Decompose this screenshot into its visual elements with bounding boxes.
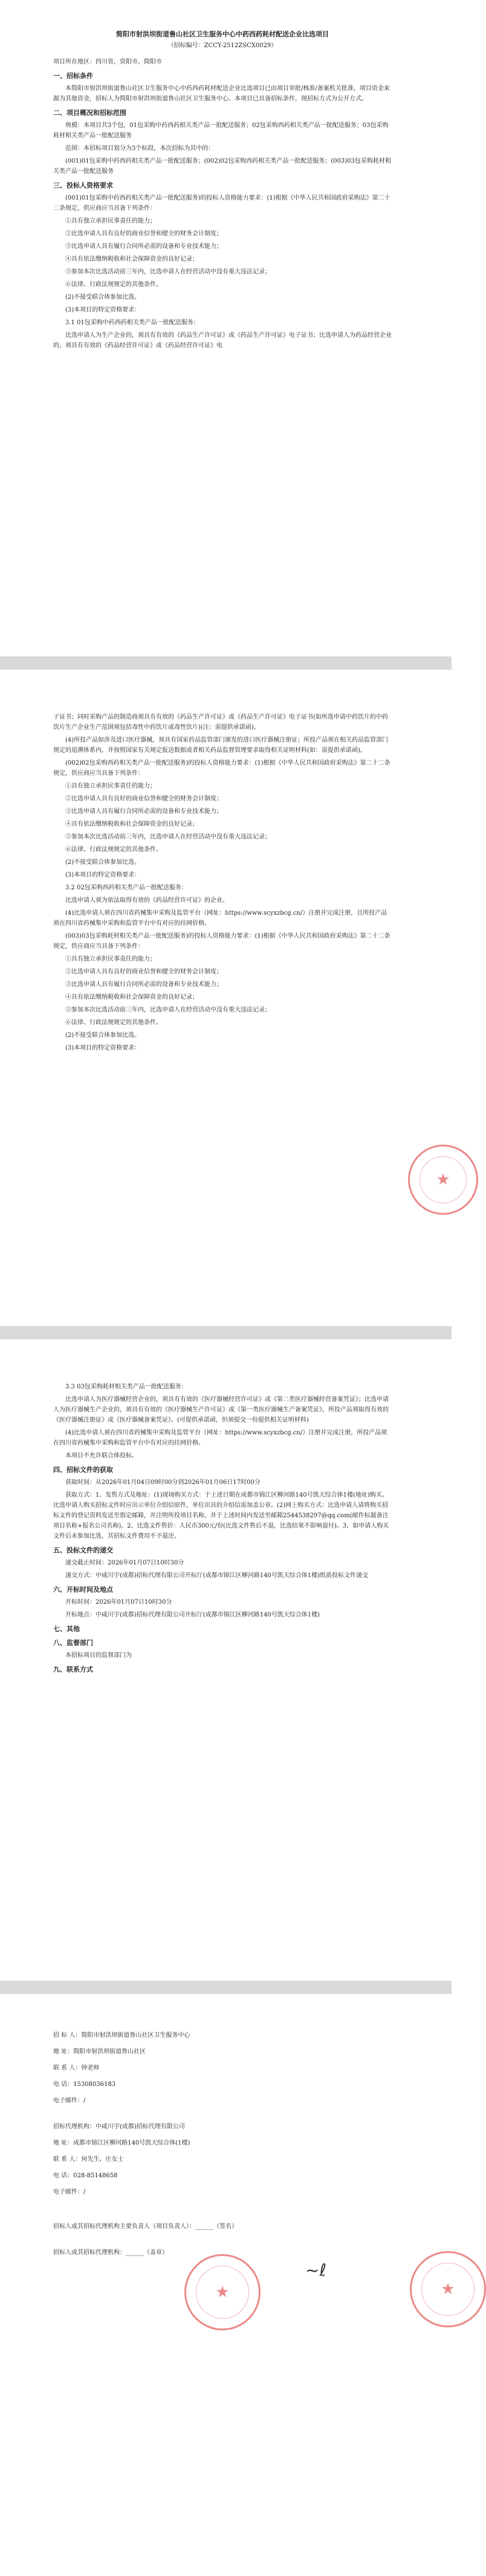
section-heading: 四、招标文件的获取 bbox=[53, 1466, 113, 1474]
signature-line: 招标人或其招标代理机构主要负责人（项目负责人）：______（签名） bbox=[53, 2223, 238, 2230]
section-heading: 八、监督部门 bbox=[53, 1639, 93, 1647]
section-heading: 九、联系方式 bbox=[53, 1666, 93, 1673]
paragraph: 比选申请人为医疗器械经营企业的，须具有有效的《医疗器械经营许可证》或《第二类医疗器械经营备案凭证》；比选申请人为医疗器械生产企业的，须具有有效的《医疗器械生产许可证》或《第一类医疗器械生产备案凭证》，所投产品须取得有效的《医疗器械注册证》或《医疗器械备案凭证》。(可提供承诺函，但须提交一份提供相关证明材料) bbox=[53, 1396, 389, 1424]
project-number: （招标编号：ZCCY-2512ZSCX0029） bbox=[167, 42, 277, 49]
list-item: (2)不接受联合体参加比选。 bbox=[65, 1032, 141, 1039]
paragraph: (001)01包采购中药西药相关类产品一批配送服务；(002)02包采购西药相关类产品一批配送服务；(003)03包采购耗材相关类产品一批配送服务 bbox=[53, 158, 391, 175]
document-page-1 bbox=[0, 0, 452, 656]
section-heading: 七、其他 bbox=[53, 1625, 80, 1633]
paragraph: 获取方式：1、发售方式及地址：(1)现场购买方式：于上述日期在成都市锦江区柳河路140号凯天综合体1楼(地址)购买。比选申请人购买招标文件时应出示单位介绍信原件，单位出具的介绍信需加盖公章。(2)网上购买方式：比选申请人请将购买招标文件的登记资料发送至指定邮箱，并注明所投项目名称，并于上述时间内发送至邮箱2544538297@qq.com(邮件标题备注项目名称+报名公司名称)。2、比选文件售价：人民币300元/份(比选文件售后不退，比选结果不影响退付)。3、如申请人购买文件后未参加比选，其招标文件费用不予退还。 bbox=[53, 1492, 389, 1540]
paragraph: 3.3 03包采购耗材相关类产品一批配送服务： bbox=[65, 1384, 187, 1390]
paragraph: (4)比选申请人须在四川省药械集中采购及监管平台（网址：https://www.scyxzbcg.cn/）注册并完成注册，所投产品须在四川省药械集中采购和监管平台中有对应的挂网价格。 bbox=[53, 1430, 387, 1447]
list-item: ⑥法律、行政法规规定的其他条件。 bbox=[65, 281, 162, 288]
tenderer-email: 电子邮件：/ bbox=[53, 2097, 86, 2104]
paragraph: 规模：本项目共3个包，01包采购中药西药相关类产品一批配送服务；02包采购西药相关类产品一批配送服务；03包采购耗材相关类产品一批配送服务 bbox=[53, 122, 389, 139]
paragraph: 子证书；同时采购产品的制造商须具有有效的《药品生产许可证》或《药品生产许可证》电子证书(如所选申请中药饮片的中药饮片生产企业生产范围须包括毒性中药饮片或毒性饮片)(注：需提供承诺函)。 bbox=[53, 714, 388, 731]
paragraph: 获取时间：从2026年01月04日09时00分到2026年01月06日17时00分 bbox=[65, 1479, 261, 1486]
paragraph: 范围：本招标项目划分为3个标段，本次招标为其中的： bbox=[65, 145, 215, 152]
list-item: ②比选申请人具有良好的商业信誉和健全的财务会计制度； bbox=[65, 969, 222, 975]
agency-contact: 联 系 人：何先生、庄女士 bbox=[53, 2156, 124, 2163]
paragraph: (4)比选申请人须在四川省药械集中采购及监管平台（网址：https://www.scyxzbcg.cn/）注册并完成注册，且所投产品须在四川省药械集中采购和监管平台中有对应的挂网价格。 bbox=[53, 910, 387, 927]
list-item: ⑥法律、行政法规规定的其他条件。 bbox=[65, 846, 162, 853]
list-item: ②比选申请人具有良好的商业信誉和健全的财务会计制度； bbox=[65, 230, 222, 237]
list-item: ⑤参加本次比选活动前三年内，比选申请人在经营活动中没有重大违法记录； bbox=[65, 269, 271, 275]
paragraph: 递交截止时间：2026年01月07日10时30分 bbox=[65, 1560, 184, 1566]
paragraph: 递交方式：中咸川宇(成都)招标代理有限公司开标厅(成都市锦江区柳河路140号凯天综合体1楼)纸质投标文件递交 bbox=[65, 1572, 369, 1579]
page-separator bbox=[0, 1981, 452, 1994]
tenderer-name: 招 标 人：简阳市射洪坝街道鲁山社区卫生服务中心 bbox=[53, 2032, 190, 2039]
official-seal-stamp: ★ bbox=[408, 1145, 478, 1215]
list-item: (3)本项目的特定资格要求： bbox=[65, 307, 141, 313]
list-item: ⑤参加本次比选活动前三年内，比选申请人在经营活动中没有重大违法记录； bbox=[65, 1007, 271, 1013]
list-item: (2)不接受联合体参加比选。 bbox=[65, 859, 141, 866]
list-item: ④具有依法缴纳税收和社会保障资金的良好记录； bbox=[65, 821, 198, 828]
list-item: ⑥法律、行政法规规定的其他条件。 bbox=[65, 1019, 162, 1026]
project-location: 项目所在地区：四川省，资阳市，简阳市 bbox=[53, 59, 162, 65]
paragraph: 开标地点：中咸川宇(成都)招标代理有限公司开标厅(成都市锦江区柳河路140号凯天综合体1楼) bbox=[65, 1612, 320, 1618]
paragraph: 开标时间：2026年01月07日10时30分 bbox=[65, 1599, 172, 1606]
page-separator bbox=[0, 656, 452, 670]
official-seal-stamp: ★ bbox=[410, 2251, 486, 2327]
list-item: ④具有依法缴纳税收和社会保障资金的良好记录； bbox=[65, 256, 198, 263]
agency-email: 电子邮件：/ bbox=[53, 2189, 86, 2195]
paragraph: (003)03包采购耗材相关类产品一批配送服务)的投标人资格能力要求：(1)根据《中华人民共和国政府采购法》第二十二条规定，供应商应当具备下列条件： bbox=[53, 933, 390, 950]
paragraph: (4)所投产品如涉及进口医疗器械，须具有国家药品监管部门颁发的进口医疗器械注册证；所投产品须在相关药品监管部门规定的追溯体系内，并按照国家有关规定报送数据或者相关药品监督管理要求取得相关证明材料(如：需提供承诺函)。 bbox=[53, 737, 389, 754]
document-page-3 bbox=[0, 1339, 452, 1981]
paragraph: 3.1 01包采购中药西药相关类产品一批配送服务： bbox=[65, 319, 199, 326]
tenderer-phone: 电 话：15308036183 bbox=[53, 2081, 116, 2088]
list-item: ①具有独立承担民事责任的能力； bbox=[65, 218, 156, 224]
tenderer-contact: 联 系 人：钟老师 bbox=[53, 2065, 100, 2071]
paragraph: 本招标项目的监督部门为 bbox=[65, 1652, 132, 1659]
section-heading: 五、投标文件的递交 bbox=[53, 1546, 113, 1554]
document-page-4 bbox=[0, 1994, 455, 2576]
section-heading: 六、开标时间及地点 bbox=[53, 1586, 113, 1594]
paragraph: (002)02包采购西药相关类产品一批配送服务)的投标人资格能力要求：(1)根据《中华人民共和国政府采购法》第二十二条规定，供应商应当具备下列条件： bbox=[53, 760, 390, 777]
list-item: ⑤参加本次比选活动前三年内，比选申请人在经营活动中没有重大违法记录； bbox=[65, 834, 271, 840]
paragraph: 比选申请人为生产企业的，须具有有效的《药品生产许可证》或《药品生产许可证》电子证书；比选申请人为药品经营企业的，须具有有效的《药品经营许可证》或《药品经营许可证》电 bbox=[53, 332, 392, 349]
paragraph: 比选申请人须为依法取得有效的《药品经营许可证》的企业。 bbox=[65, 897, 228, 904]
list-item: (3)本项目的特定资格要求： bbox=[65, 872, 141, 878]
agency-address: 地 址：成都市锦江区柳河路140号凯天综合体(1楼) bbox=[53, 2140, 190, 2146]
list-item: (3)本项目的特定资格要求： bbox=[65, 1045, 141, 1051]
official-seal-stamp: ★ bbox=[184, 2254, 261, 2330]
section-heading: 二、项目概况和招标范围 bbox=[53, 109, 126, 117]
section-heading: 三、投标人资格要求 bbox=[53, 181, 113, 189]
list-item: (2)不接受联合体参加比选。 bbox=[65, 294, 141, 301]
list-item: ③比选申请人具有履行合同所必需的设备和专业技术能力； bbox=[65, 808, 222, 815]
paragraph: 本项目不允许联合体投标。 bbox=[65, 1453, 138, 1459]
agency-phone: 电 话：028-85148658 bbox=[53, 2172, 118, 2179]
list-item: ③比选申请人具有履行合同所必需的设备和专业技术能力； bbox=[65, 243, 222, 250]
list-item: ①具有独立承担民事责任的能力； bbox=[65, 956, 156, 963]
page-separator bbox=[0, 1326, 452, 1339]
document-title: 简阳市射洪坝街道鲁山社区卫生服务中心中药西药耗材配送企业比选项目 bbox=[116, 30, 329, 38]
paragraph: 3.2 02包采购西药相关类产品一批配送服务： bbox=[65, 884, 187, 891]
tenderer-address: 地 址：简阳市射洪坝街道鲁山社区 bbox=[53, 2048, 146, 2055]
list-item: ①具有独立承担民事责任的能力； bbox=[65, 783, 156, 789]
agency-name: 招标代理机构：中咸川宇(成都)招标代理有限公司 bbox=[53, 2123, 185, 2130]
section-heading: 一、招标条件 bbox=[53, 72, 93, 80]
handwritten-signature: ~ℓ bbox=[305, 2260, 327, 2280]
list-item: ②比选申请人具有良好的商业信誉和健全的财务会计制度； bbox=[65, 796, 222, 802]
list-item: ④具有依法缴纳税收和社会保障资金的良好记录； bbox=[65, 994, 198, 1001]
paragraph: 本简阳市射洪坝街道鲁山社区卫生服务中心中药西药耗材配送企业比选项目已由项目审批/核准/备案机关批准，项目资金来源为其他资金，招标人为简阳市射洪坝街道鲁山社区卫生服务中心。本项目已具备招标条件，现招标方式为公开方式。 bbox=[53, 85, 390, 102]
list-item: ③比选申请人具有履行合同所必需的设备和专业技术能力； bbox=[65, 981, 222, 988]
paragraph: (001)01包采购中药西药相关类产品一批配送服务)的投标人资格能力要求：(1)根据《中华人民共和国政府采购法》第二十二条规定，供应商应当具备下列条件： bbox=[53, 195, 390, 212]
document-page-2 bbox=[0, 670, 452, 1326]
seal-line: 招标人或其招标代理机构：______（盖章） bbox=[53, 2249, 168, 2256]
